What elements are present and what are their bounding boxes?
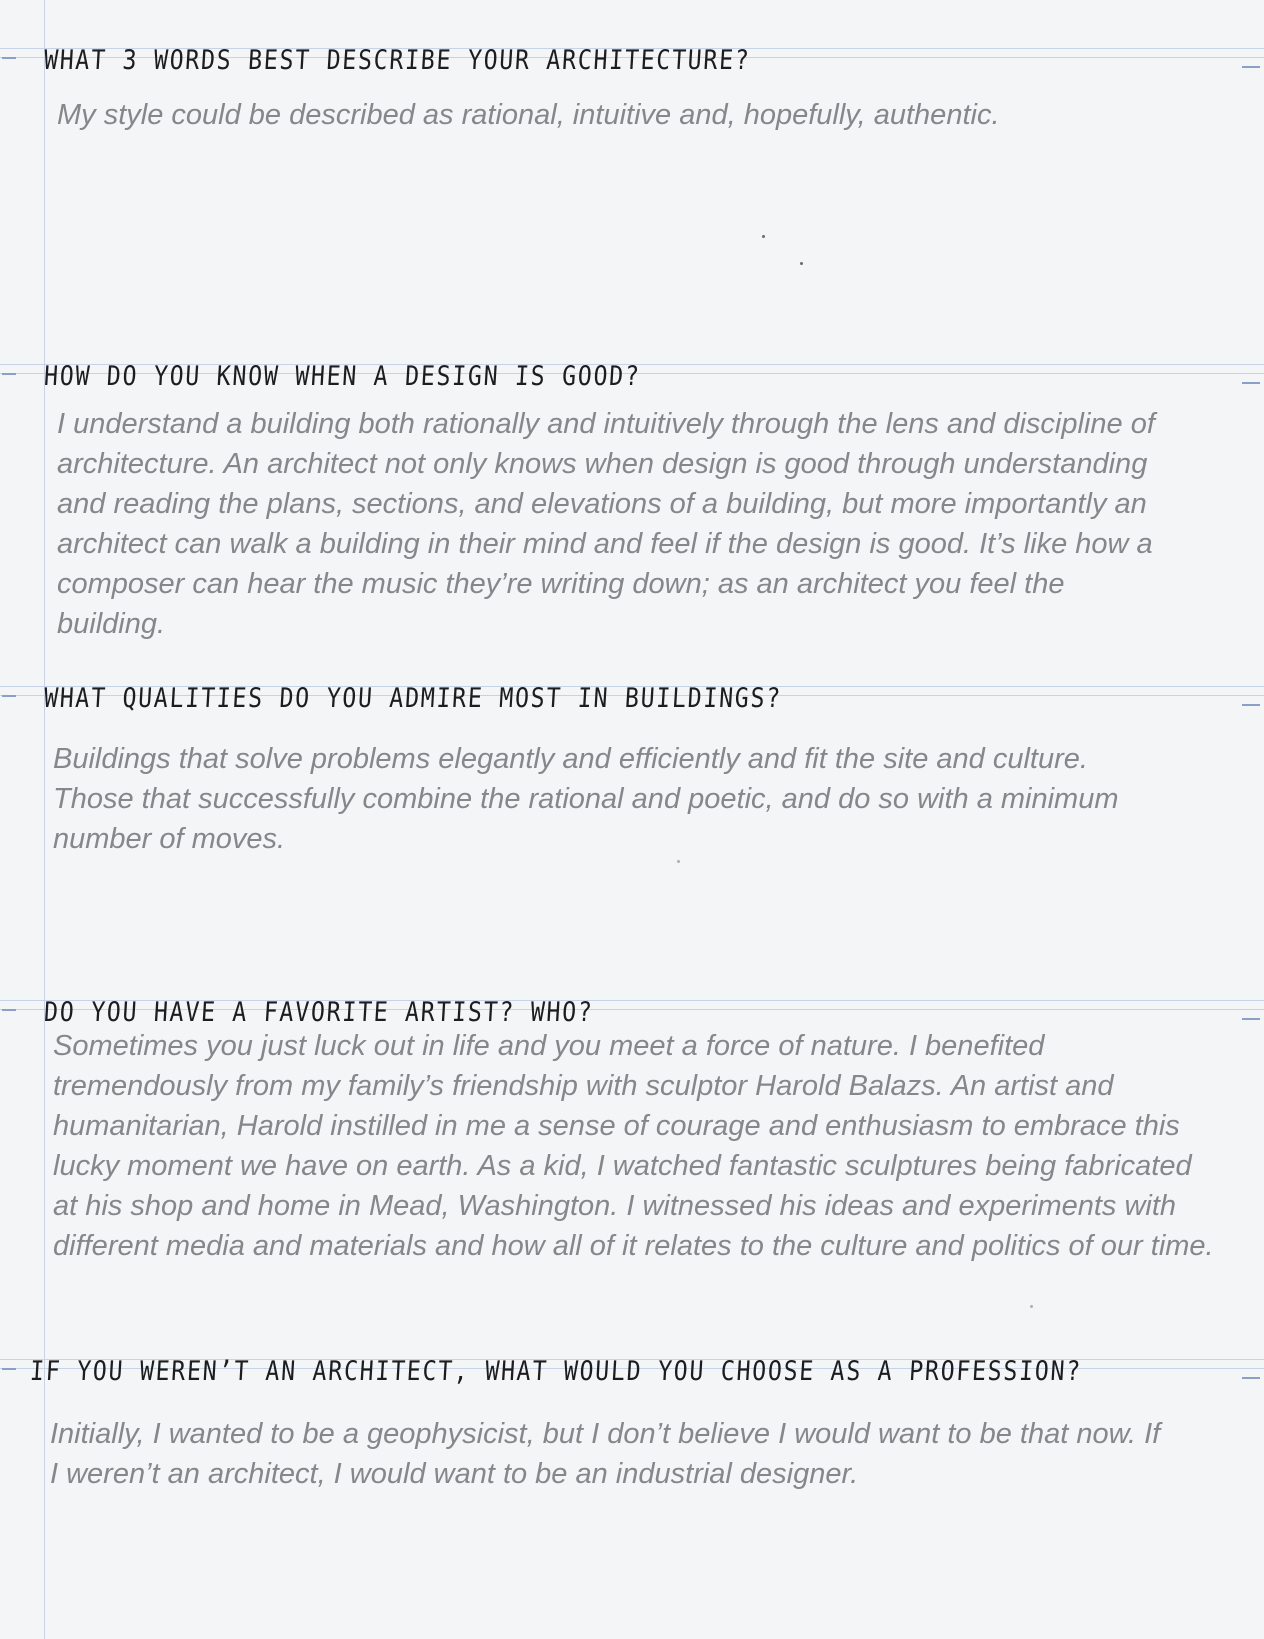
- margin-tick: [2, 373, 16, 375]
- paper-speck: [677, 860, 680, 863]
- margin-tick: [2, 1009, 16, 1011]
- question-heading: WHAT QUALITIES DO YOU ADMIRE MOST IN BUILDINGS?: [43, 683, 783, 714]
- question-heading: IF YOU WEREN’T AN ARCHITECT, WHAT WOULD YOU CHOOSE AS A PROFESSION?: [29, 1356, 1083, 1387]
- paper-speck: [1030, 1305, 1033, 1308]
- answer-text: Initially, I wanted to be a geophysicist, but I don’t believe I would want to be that now. If I weren’t an architect, I would want to be an industrial designer.: [50, 1418, 1161, 1490]
- answer-text: I understand a building both rationally and intuitively through the lens and discipline of architecture. An architect not only knows when design is good through understanding and reading the plans, sections, and elevations of a building, but more importantly an architect can walk a building in their mind and feel if the design is good. It’s like how a composer can hear the music they’re writing down; as an architect you feel the building.: [57, 408, 1155, 640]
- margin-tick: [1242, 66, 1260, 68]
- margin-tick: [1242, 1377, 1260, 1379]
- margin-tick: [1242, 1018, 1260, 1020]
- question-heading: HOW DO YOU KNOW WHEN A DESIGN IS GOOD?: [43, 361, 642, 392]
- answer-text: My style could be described as rational, intuitive and, hopefully, authentic.: [57, 99, 1000, 131]
- question-heading: DO YOU HAVE A FAVORITE ARTIST? WHO?: [43, 997, 595, 1028]
- margin-tick: [2, 695, 16, 697]
- margin-line: [44, 0, 45, 1639]
- question-heading: WHAT 3 WORDS BEST DESCRIBE YOUR ARCHITECTURE?: [43, 45, 752, 76]
- paper-speck: [762, 235, 765, 238]
- margin-tick: [1242, 704, 1260, 706]
- answer-text: Buildings that solve problems elegantly and efficiently and fit the site and culture. Those that successfully combine the rational and poetic, and do so with a minimum number of moves.: [53, 743, 1119, 855]
- margin-tick: [2, 57, 16, 59]
- answer-text: Sometimes you just luck out in life and you meet a force of nature. I benefited tremendously from my family’s friendship with sculptor Harold Balazs. An artist and humanitarian, Harold instilled in me a sense of courage and enthusiasm to embrace this lucky moment we have on earth. As a kid, I watched fantastic sculptures being fabricated at his shop and home in Mead, Washington. I witnessed his ideas and experiments with different media and materials and how all of it relates to the culture and politics of our time.: [53, 1030, 1214, 1262]
- margin-tick: [1242, 382, 1260, 384]
- margin-tick: [2, 1368, 16, 1370]
- paper-speck: [800, 262, 803, 265]
